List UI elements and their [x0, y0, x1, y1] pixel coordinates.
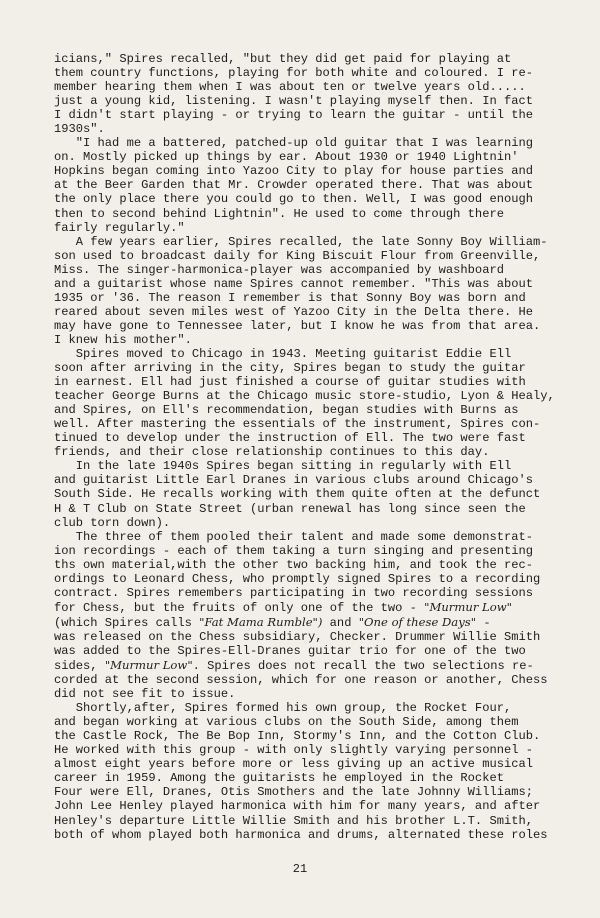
text-line: Four were Ell, Dranes, Otis Smothers and the late Johnny Williams; — [54, 785, 533, 800]
text-line: may have gone to Tennessee later, but I know he was from that area. — [54, 318, 541, 333]
text-line-with-title — [54, 615, 554, 630]
text-line: just a young kid, listening. I wasn't playing myself then. In fact — [54, 94, 533, 109]
text-line: The three of them pooled their talent and made some demonstrat- — [54, 529, 533, 544]
text-line: tinued to develop under the instruction of Ell. The two were fast — [54, 431, 526, 446]
text-line: on. Mostly picked up things by ear. About 1930 or 1940 Lightnin' — [54, 150, 519, 165]
text-line: Shortly,after, Spires formed his own group, the Rocket Four, — [54, 701, 512, 716]
text-line: John Lee Henley played harmonica with him for many years, and after — [54, 799, 541, 814]
text-line-with-title — [54, 658, 554, 673]
song-title: "Murmur Low" — [424, 599, 512, 614]
text-line: ordings to Leonard Chess, who promptly signed Spires to a recording — [54, 571, 541, 586]
text-line: was added to the Spires-Ell-Dranes guitar trio for one of the two — [54, 643, 526, 658]
text-line: fairly regularly." — [54, 220, 185, 235]
text-line: H & T Club on State Street (urban renewal has long since seen the — [54, 501, 526, 516]
text-line: almost eight years before more or less giving up an active musical — [54, 757, 533, 772]
text-line: in earnest. Ell had just finished a course of guitar studies with — [54, 375, 526, 390]
text-line: He worked with this group - with only slightly varying personnel - — [54, 743, 533, 758]
text-segment: and — [322, 615, 359, 630]
text-line: Miss. The singer-harmonica-player was accompanied by washboard — [54, 262, 504, 277]
text-line: contract. Spires remembers participating in two recording sessions — [54, 585, 533, 600]
text-line: was released on the Chess subsidiary, Checker. Drummer Willie Smith — [54, 629, 541, 644]
text-line: friends, and their close relationship continues to this day. — [54, 445, 490, 460]
song-title: "One of these Days" — [358, 614, 477, 629]
text-line: both of whom played both harmonica and drums, alternated these roles — [54, 827, 548, 842]
text-line: 1935 or '36. The reason I remember is that Sonny Boy was born and — [54, 290, 526, 305]
text-line: career in 1959. Among the guitarists he employed in the Rocket — [54, 771, 504, 786]
text-line: I knew his mother". — [54, 332, 192, 347]
page-number: 21 — [292, 862, 308, 876]
text-line: then to second behind Lightnin". He used to come through there — [54, 206, 504, 221]
text-segment: (which Spires calls — [54, 615, 200, 630]
text-segment: for Chess, but the fruits of only one of the two - — [54, 600, 425, 615]
text-line: the only place there you could go to then. Well, I was good enough — [54, 192, 533, 207]
text-line: member hearing them when I was about ten or twelve years old..... — [54, 80, 526, 95]
text-line: South Side. He recalls working with them quite often at the defunct — [54, 487, 541, 502]
text-line: ion recordings - each of them taking a turn singing and presenting — [54, 543, 533, 558]
song-title: "Murmur Low" — [104, 658, 193, 673]
text-line: reared about seven miles west of Yazoo City in the Delta there. He — [54, 304, 533, 319]
text-segment: - — [476, 615, 491, 630]
text-line: and guitarist Little Earl Dranes in various clubs around Chicago's — [54, 473, 533, 488]
text-line: the Castle Rock, The Be Bop Inn, Stormy's Inn, and the Cotton Club. — [54, 729, 541, 744]
text-line: and began working at various clubs on the South Side, among them — [54, 715, 519, 730]
text-segment: . Spires does not recall the two selections re- — [192, 659, 534, 674]
text-line: A few years earlier, Spires recalled, the late Sonny Boy William- — [54, 234, 548, 249]
text-line: teacher George Burns at the Chicago music store-studio, Lyon & Healy, — [54, 389, 555, 404]
text-line: soon after arriving in the city, Spires began to study the guitar — [54, 361, 526, 376]
text-line: club torn down). — [54, 515, 171, 530]
text-line: corded at the second session, which for one reason or another, Chess — [54, 673, 548, 688]
text-line: ths own material,with the other two backing him, and took the rec- — [54, 557, 533, 572]
text-line: "I had me a battered, patched-up old guitar that I was learning — [54, 136, 533, 151]
text-line: son used to broadcast daily for King Biscuit Flour from Greenville, — [54, 248, 541, 263]
text-line: I didn't start playing - or trying to learn the guitar - until the — [54, 108, 533, 123]
song-title: "Fat Mama Rumble") — [199, 614, 323, 629]
text-line-with-title — [54, 600, 554, 615]
text-segment: sides, — [54, 659, 105, 674]
text-line: icians," Spires recalled, "but they did get paid for playing at — [54, 52, 512, 66]
text-line: at the Beer Garden that Mr. Crowder operated there. That was about — [54, 178, 533, 193]
text-line: and Spires, on Ell's recommendation, began studies with Burns as — [54, 403, 519, 418]
text-line: Hopkins began coming into Yazoo City to play for house parties and — [54, 164, 533, 179]
text-line: 1930s". — [54, 122, 105, 137]
text-line: did not see fit to issue. — [54, 687, 236, 702]
text-line: Henley's departure Little Willie Smith and his brother L.T. Smith, — [54, 813, 533, 828]
body-text — [54, 52, 554, 842]
text-line: well. After mastering the essentials of the instrument, Spires con- — [54, 417, 541, 432]
text-line: and a guitarist whose name Spires cannot remember. "This was about — [54, 276, 533, 291]
text-line: them country functions, playing for both white and coloured. I re- — [54, 66, 533, 81]
text-line: Spires moved to Chicago in 1943. Meeting guitarist Eddie Ell — [54, 346, 512, 361]
text-line: In the late 1940s Spires began sitting in regularly with Ell — [54, 459, 512, 474]
